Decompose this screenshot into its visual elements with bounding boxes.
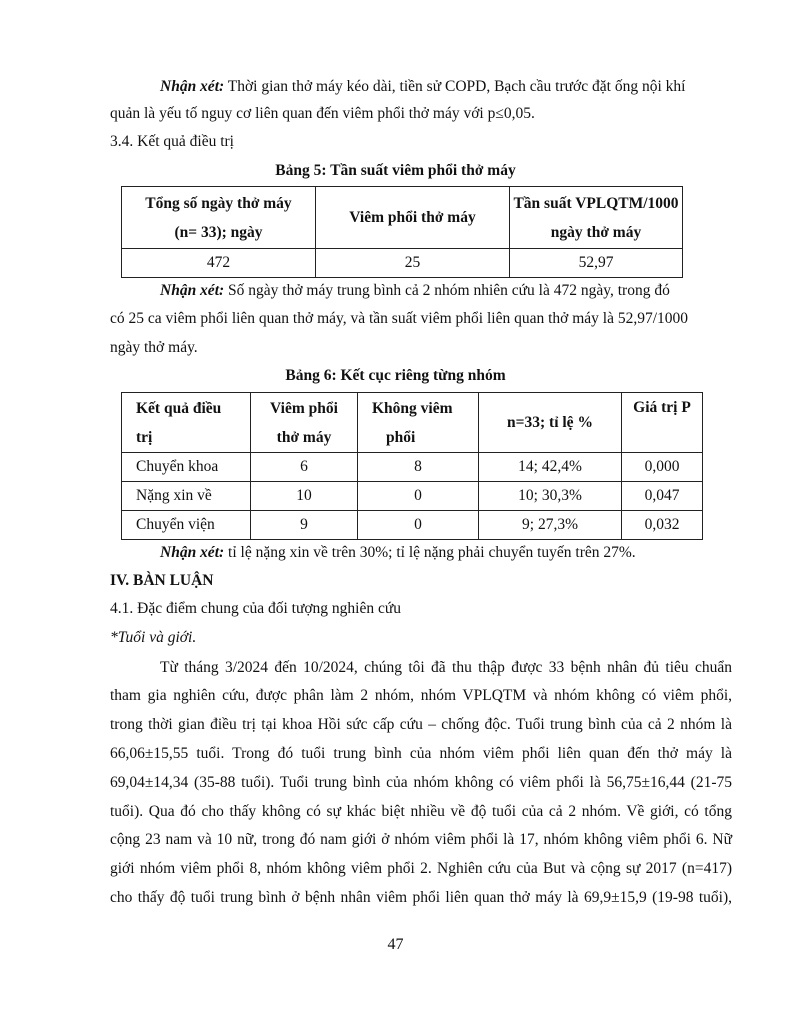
- paragraph-line: Từ tháng 3/2024 đến 10/2024, chúng tôi đã thu thập được 33 bệnh nhân đủ tiêu chuẩn: [160, 659, 732, 676]
- table-header-cell: Tần suất VPLQTM/1000 ngày thở máy: [510, 187, 683, 249]
- table-6: [121, 392, 703, 540]
- table-cell: 0: [358, 511, 479, 540]
- table-cell: Nặng xin về: [122, 482, 251, 511]
- paragraph-line: 66,06±15,55 tuổi. Trong đó tuổi trung bình của nhóm viêm phổi liên quan đến thở máy là: [110, 745, 732, 762]
- comment-line: [160, 280, 670, 302]
- comment-line: quản là yếu tố nguy cơ liên quan đến viêm phổi thở máy với p≤0,05.: [110, 105, 535, 122]
- table-header-cell: Viêm phổi thở máy: [251, 393, 358, 453]
- comment-line: [160, 542, 636, 564]
- comment-line: có 25 ca viêm phổi liên quan thở máy, và tần suất viêm phổi liên quan thở máy là 52,97/1000: [110, 310, 689, 327]
- comment-label: Nhận xét:: [160, 78, 225, 95]
- table-header-cell: n=33; tỉ lệ %: [479, 393, 622, 453]
- paragraph-line: tham gia nghiên cứu, được phân làm 2 nhóm, nhóm VPLQTM và nhóm không có viêm phổi,: [110, 687, 732, 704]
- table-cell: 0,047: [622, 482, 703, 511]
- table-cell: 52,97: [510, 249, 683, 278]
- table-cell: Chuyển khoa: [122, 453, 251, 482]
- paragraph-line: cho thấy độ tuổi trung bình ở bệnh nhân viêm phổi liên quan thở máy là 69,9±15,9 (19-98 tuổi),: [110, 889, 732, 906]
- table-cell: 9: [251, 511, 358, 540]
- comment-line: ngày thở máy.: [110, 339, 198, 356]
- table-header-cell: Không viêm phổi: [358, 393, 479, 453]
- table-cell: 0,000: [622, 453, 703, 482]
- table-row: [122, 511, 703, 540]
- comment-text: tỉ lệ nặng xin về trên 30%; tỉ lệ nặng phải chuyển tuyến trên 27%.: [224, 544, 636, 561]
- paragraph-line: cộng 23 nam và 10 nữ, trong đó nam giới ở nhóm viêm phổi là 17, nhóm không viêm phổi 6. Nữ: [110, 831, 732, 848]
- section-heading: IV. BÀN LUẬN: [110, 572, 214, 589]
- paragraph-line: trong thời gian điều trị tại khoa Hồi sức cấp cứu – chống độc. Tuổi trung bình của cả 2 nhóm là: [110, 716, 732, 733]
- table-header-cell: Giá trị P: [622, 393, 703, 453]
- table-cell: 25: [316, 249, 510, 278]
- table-cell: 472: [122, 249, 316, 278]
- table-caption: Bảng 5: Tần suất viêm phổi thở máy: [275, 162, 516, 179]
- table-5: [121, 186, 683, 278]
- subheading: *Tuổi và giới.: [110, 629, 197, 646]
- table-header-cell: Kết quả điều trị: [122, 393, 251, 453]
- table-caption: Bảng 6: Kết cục riêng từng nhóm: [285, 367, 506, 384]
- table-row: [122, 482, 703, 511]
- subsection-heading: 4.1. Đặc điểm chung của đối tượng nghiên cứu: [110, 600, 402, 617]
- table-cell: 14; 42,4%: [479, 453, 622, 482]
- table-cell: 0,032: [622, 511, 703, 540]
- paragraph-line: giới nhóm viêm phổi 8, nhóm không viêm phổi 2. Nghiên cứu của But và cộng sự 2017 (n=417): [110, 860, 732, 877]
- comment-label: Nhận xét:: [160, 282, 225, 299]
- table-cell: Chuyển viện: [122, 511, 251, 540]
- table-cell: 10: [251, 482, 358, 511]
- table-cell: 8: [358, 453, 479, 482]
- table-header-cell: Tổng số ngày thở máy (n= 33); ngày: [122, 187, 316, 249]
- table-cell: 10; 30,3%: [479, 482, 622, 511]
- page-number: 47: [387, 936, 404, 953]
- table-cell: 0: [358, 482, 479, 511]
- table-header-cell: Viêm phổi thở máy: [316, 187, 510, 249]
- table-cell: 6: [251, 453, 358, 482]
- paragraph-line: tuổi). Qua đó cho thấy không có sự khác biệt nhiều về độ tuổi của cả 2 nhóm. Về giới, có tổng: [110, 803, 732, 820]
- paragraph-line: 69,04±14,34 (35-88 tuổi). Tuổi trung bình của nhóm không có viêm phổi là 56,75±16,44 (21-75: [110, 774, 732, 791]
- section-heading: 3.4. Kết quả điều trị: [110, 133, 234, 150]
- table-row: [122, 453, 703, 482]
- comment-line: [160, 76, 685, 98]
- table-cell: 9; 27,3%: [479, 511, 622, 540]
- comment-text: Số ngày thở máy trung bình cả 2 nhóm nhiên cứu là 472 ngày, trong đó: [224, 282, 670, 299]
- comment-label: Nhận xét:: [160, 544, 225, 561]
- comment-text: Thời gian thở máy kéo dài, tiền sử COPD, Bạch cầu trước đặt ống nội khí: [224, 78, 686, 95]
